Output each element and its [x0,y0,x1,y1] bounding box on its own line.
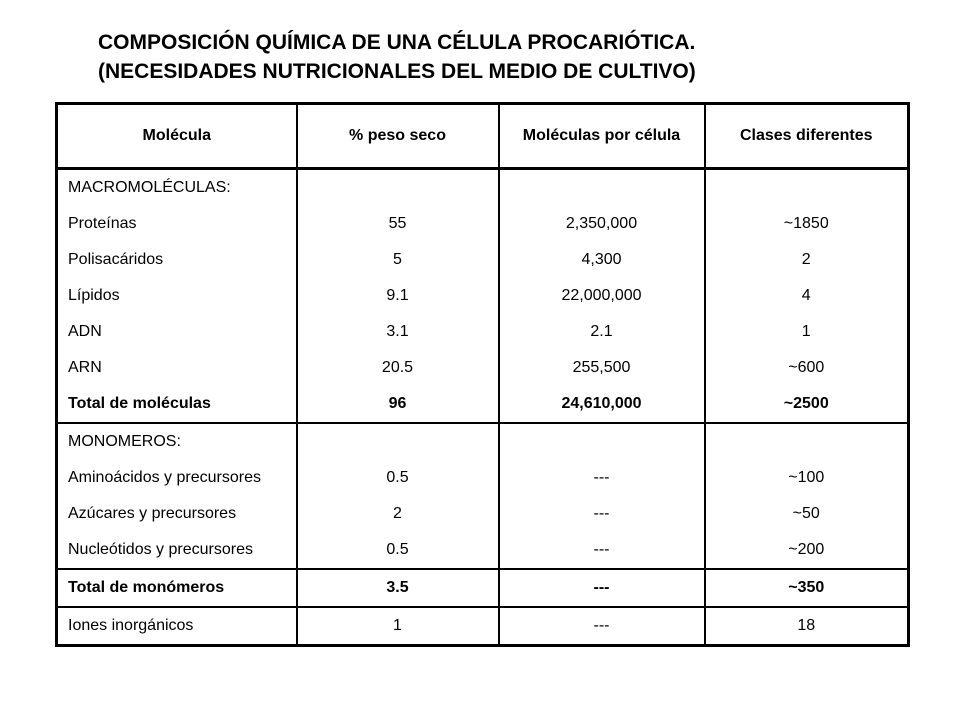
row-label: Aminoácidos y precursores [57,460,297,496]
cell-dry-weight: 96 [297,386,499,423]
inorganic-ions-row [57,607,909,646]
cell-classes: ~600 [705,350,909,386]
cell-dry-weight: 1 [297,607,499,646]
cell-molecules-per-cell: 22,000,000 [499,278,705,314]
section-heading-macromolecules: MACROMOLÉCULAS: [57,169,297,207]
row-label: Polisacáridos [57,242,297,278]
cell-classes: 18 [705,607,909,646]
cell-molecules-per-cell: --- [499,607,705,646]
cell-dry-weight: 2 [297,496,499,532]
header-molecule: Molécula [57,104,297,169]
cell-molecules-per-cell: --- [499,532,705,569]
table-row [57,242,909,278]
row-label: Azúcares y precursores [57,496,297,532]
table-row [57,496,909,532]
section-heading-row [57,423,909,460]
total-row-macromolecules [57,386,909,423]
header-dry-weight: % peso seco [297,104,499,169]
title-line-2: (NECESIDADES NUTRICIONALES DEL MEDIO DE CULTIVO) [98,60,696,83]
cell-classes: ~200 [705,532,909,569]
cell-classes: 4 [705,278,909,314]
cell-dry-weight: 0.5 [297,532,499,569]
cell-classes: 1 [705,314,909,350]
cell-molecules-per-cell: --- [499,569,705,607]
cell-dry-weight: 3.1 [297,314,499,350]
row-label: Proteínas [57,206,297,242]
cell-classes: ~350 [705,569,909,607]
table-row [57,532,909,569]
section-heading-monomers: MONOMEROS: [57,423,297,460]
cell-dry-weight: 0.5 [297,460,499,496]
row-label: Total de monómeros [57,569,297,607]
row-label: Iones inorgánicos [57,607,297,646]
cell-dry-weight: 3.5 [297,569,499,607]
row-label: Nucleótidos y precursores [57,532,297,569]
cell-molecules-per-cell: 2.1 [499,314,705,350]
cell-dry-weight: 55 [297,206,499,242]
row-label: Lípidos [57,278,297,314]
cell-molecules-per-cell: --- [499,496,705,532]
cell-dry-weight: 5 [297,242,499,278]
table-row [57,278,909,314]
cell-classes: 2 [705,242,909,278]
page-title [98,28,918,86]
header-row [57,104,909,169]
cell-classes: ~2500 [705,386,909,423]
table-row [57,460,909,496]
table-row [57,350,909,386]
title-line-1: COMPOSICIÓN QUÍMICA DE UNA CÉLULA PROCARIÓTICA. [98,31,696,54]
header-different-classes: Clases diferentes [705,104,909,169]
table-row [57,206,909,242]
composition-table [55,102,910,647]
cell-molecules-per-cell: 255,500 [499,350,705,386]
table-row [57,314,909,350]
cell-classes: ~50 [705,496,909,532]
row-label: ARN [57,350,297,386]
cell-molecules-per-cell: 2,350,000 [499,206,705,242]
row-label: ADN [57,314,297,350]
cell-dry-weight: 9.1 [297,278,499,314]
cell-molecules-per-cell: 24,610,000 [499,386,705,423]
header-molecules-per-cell: Moléculas por célula [499,104,705,169]
total-row-monomers [57,569,909,607]
cell-classes: ~100 [705,460,909,496]
section-heading-row [57,169,909,207]
row-label: Total de moléculas [57,386,297,423]
cell-molecules-per-cell: --- [499,460,705,496]
cell-classes: ~1850 [705,206,909,242]
cell-molecules-per-cell: 4,300 [499,242,705,278]
cell-dry-weight: 20.5 [297,350,499,386]
